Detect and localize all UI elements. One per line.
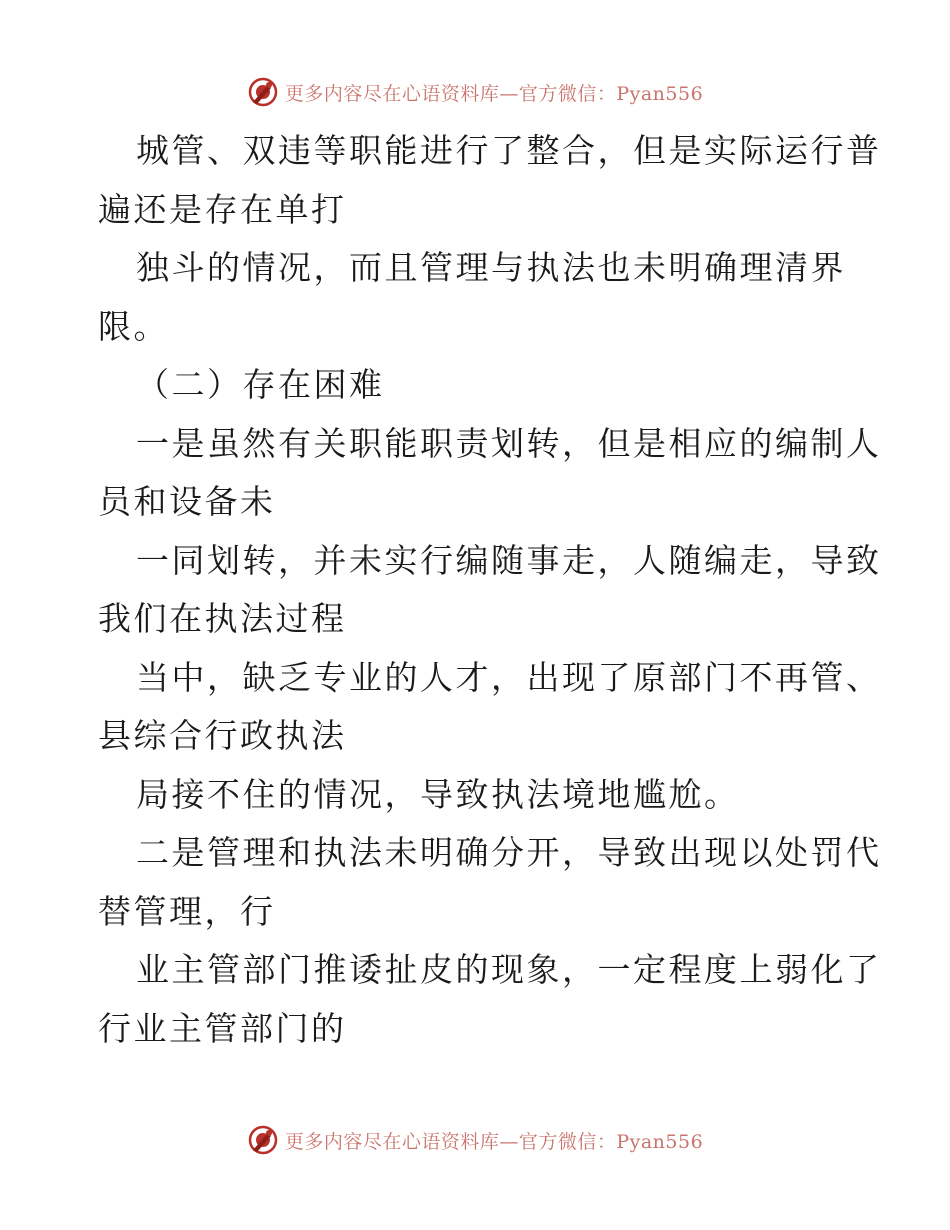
text-line: 城管、双违等职能进行了整合，但是实际运行普: [136, 131, 882, 170]
text-line: 限。: [98, 306, 169, 346]
watermark-text: 更多内容尽在心语资料库—官方微信：Pyan556: [284, 1130, 704, 1153]
text-line: 县综合行政执法: [98, 716, 347, 755]
paragraph: [98, 649, 882, 766]
text-line: 替管理，行: [98, 891, 276, 931]
text-line: 员和设备未: [98, 482, 276, 521]
text-line: 一同划转，并未实行编随事走，人随编走，导致: [136, 540, 882, 580]
text-line: 业主管部门推诿扯皮的现象，一定程度上弱化了: [136, 950, 882, 989]
watermark-text: 更多内容尽在心语资料库—官方微信：Pyan556: [284, 82, 704, 105]
section-heading: [98, 356, 858, 415]
text-line: 我们在执法过程: [98, 599, 347, 638]
paragraph: [98, 824, 882, 941]
paragraph: [98, 532, 882, 649]
paragraph: [98, 239, 858, 356]
text-line: 独斗的情况，而且管理与执法也未明确理清界: [136, 248, 846, 287]
text-line: 遍还是存在单打: [98, 189, 347, 229]
paragraph: [98, 766, 858, 825]
document-body: [98, 122, 882, 1058]
text-line: 行业主管部门的: [98, 1008, 347, 1048]
text-line: 局接不住的情况，导致执法境地尴尬。: [136, 774, 740, 814]
text-line: 当中，缺乏专业的人才，出现了原部门不再管、: [136, 657, 882, 697]
footer-watermark: [0, 1120, 950, 1160]
paragraph: [98, 415, 882, 532]
header-watermark: [0, 72, 950, 112]
paragraph: [98, 122, 882, 239]
text-line: 二是管理和执法未明确分开，导致出现以处罚代: [136, 833, 882, 872]
text-line: 一是虽然有关职能职责划转，但是相应的编制人: [136, 423, 882, 463]
paragraph: [98, 941, 882, 1058]
seal-logo-icon: [247, 76, 279, 108]
text-line: （二）存在困难: [136, 365, 385, 404]
seal-logo-icon: [247, 1124, 279, 1156]
